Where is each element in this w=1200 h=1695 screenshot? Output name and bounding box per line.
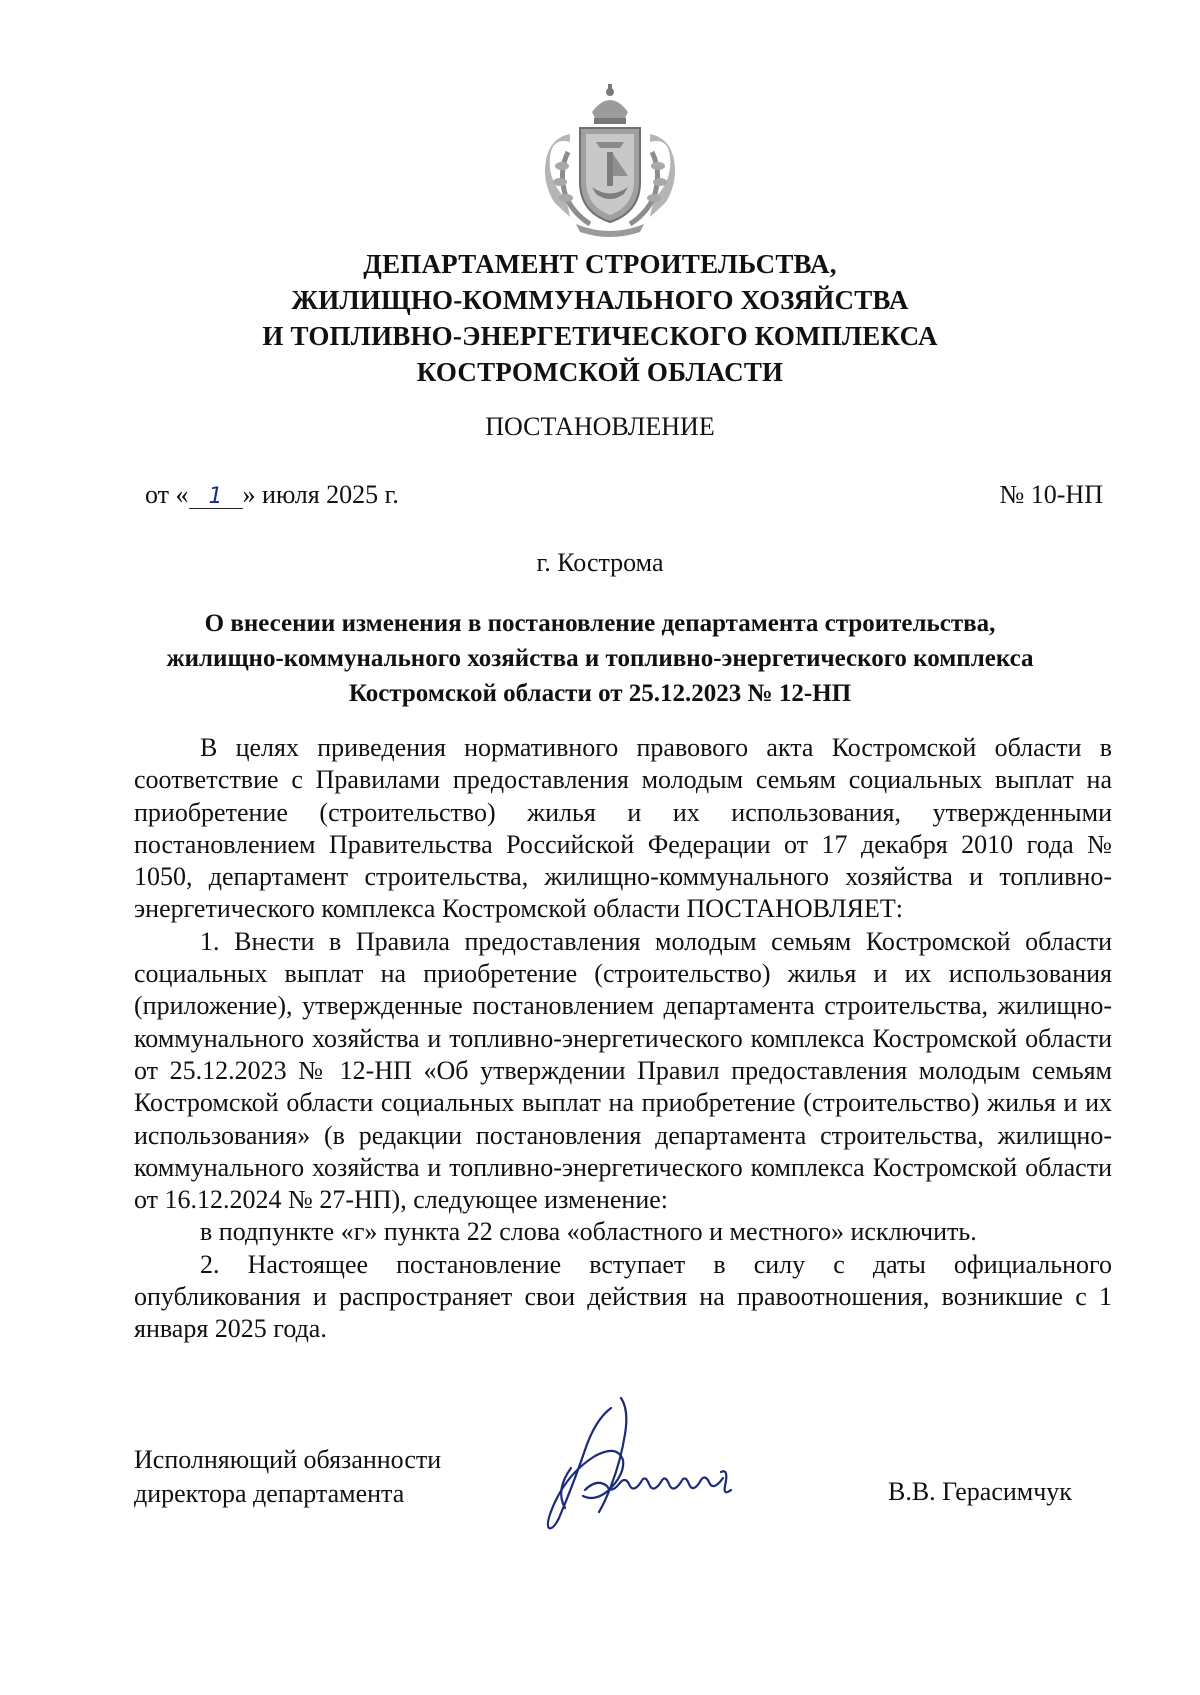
body-paragraph-item-2: 2. Настоящее постановление вступает в силу с даты официального опубликования и распространяет свои действия на правоотношения, возникшие с 1 января 2025 года. xyxy=(134,1249,1112,1344)
body-paragraph-item-1: 1. Внести в Правила предоставления молодым семьям Костромской области социальных выплат на приобретение (строительство) жилья и их использования (приложение), утвержденные постановлением департамента строительства, жилищно-коммунального хозяйства и топливно-энергетического комплекса Костромской области от 25.12.2023 № 12-НП «Об утверждении Правил предоставления молодым семьям Костромской области социальных выплат на приобретение (строительство) жилья и их использования» (в редакции постановления департамента строительства, жилищно-коммунального хозяйства и топливно-энергетического комплекса Костромской области от 16.12.2024 № 27-НП), следующее изменение: xyxy=(134,926,1112,1215)
signatory-name: В.В. Герасимчук xyxy=(888,1477,1072,1506)
position-line: директора департамента xyxy=(134,1479,405,1508)
department-line: КОСТРОМСКОЙ ОБЛАСТИ xyxy=(416,357,784,387)
department-line: И ТОПЛИВНО-ЭНЕРГЕТИЧЕСКОГО КОМПЛЕКСА xyxy=(262,321,938,351)
title-line: Костромской области от 25.12.2023 № 12-НП xyxy=(348,680,852,707)
signatory-position xyxy=(134,1443,441,1511)
document-title xyxy=(120,606,1080,711)
title-line: О внесении изменения в постановление департамента строительства, xyxy=(204,610,996,637)
document-city: г. Кострома xyxy=(536,548,664,577)
department-line: ЖИЛИЩНО-КОММУНАЛЬНОГО ХОЗЯЙСТВА xyxy=(291,285,909,315)
document-body xyxy=(134,732,1112,1346)
date-prefix: от « xyxy=(145,480,189,509)
body-paragraph-preamble: В целях приведения нормативного правового акта Костромской области в соответствие с Правилами предоставления молодым семьям социальных выплат на приобретение (строительство) жилья и их использования, утвержденными постановлением Правительства Российской Федерации от 17 декабря 2010 года № 1050, департамент строительства, жилищно-коммунального хозяйства и топливно-энергетического комплекса Костромской области ПОСТАНОВЛЯЕТ: xyxy=(134,733,1112,924)
date-suffix: » июля 2025 г. xyxy=(242,480,399,509)
document-number: № 10-НП xyxy=(999,480,1103,509)
date-day-handwritten: 1 xyxy=(189,486,243,509)
body-paragraph-amendment: в подпункте «г» пункта 22 слова «областного и местного» исключить. xyxy=(200,1217,977,1247)
department-line: ДЕПАРТАМЕНТ СТРОИТЕЛЬСТВА, xyxy=(363,249,837,279)
document-date xyxy=(145,480,399,510)
title-line: жилищно-коммунального хозяйства и топливно-энергетического комплекса xyxy=(166,645,1034,672)
department-header xyxy=(150,246,1050,390)
position-line: Исполняющий обязанности xyxy=(134,1445,442,1474)
document-type: ПОСТАНОВЛЕНИЕ xyxy=(485,412,715,441)
handwritten-signature xyxy=(525,1390,765,1540)
coat-of-arms-emblem xyxy=(540,82,680,237)
